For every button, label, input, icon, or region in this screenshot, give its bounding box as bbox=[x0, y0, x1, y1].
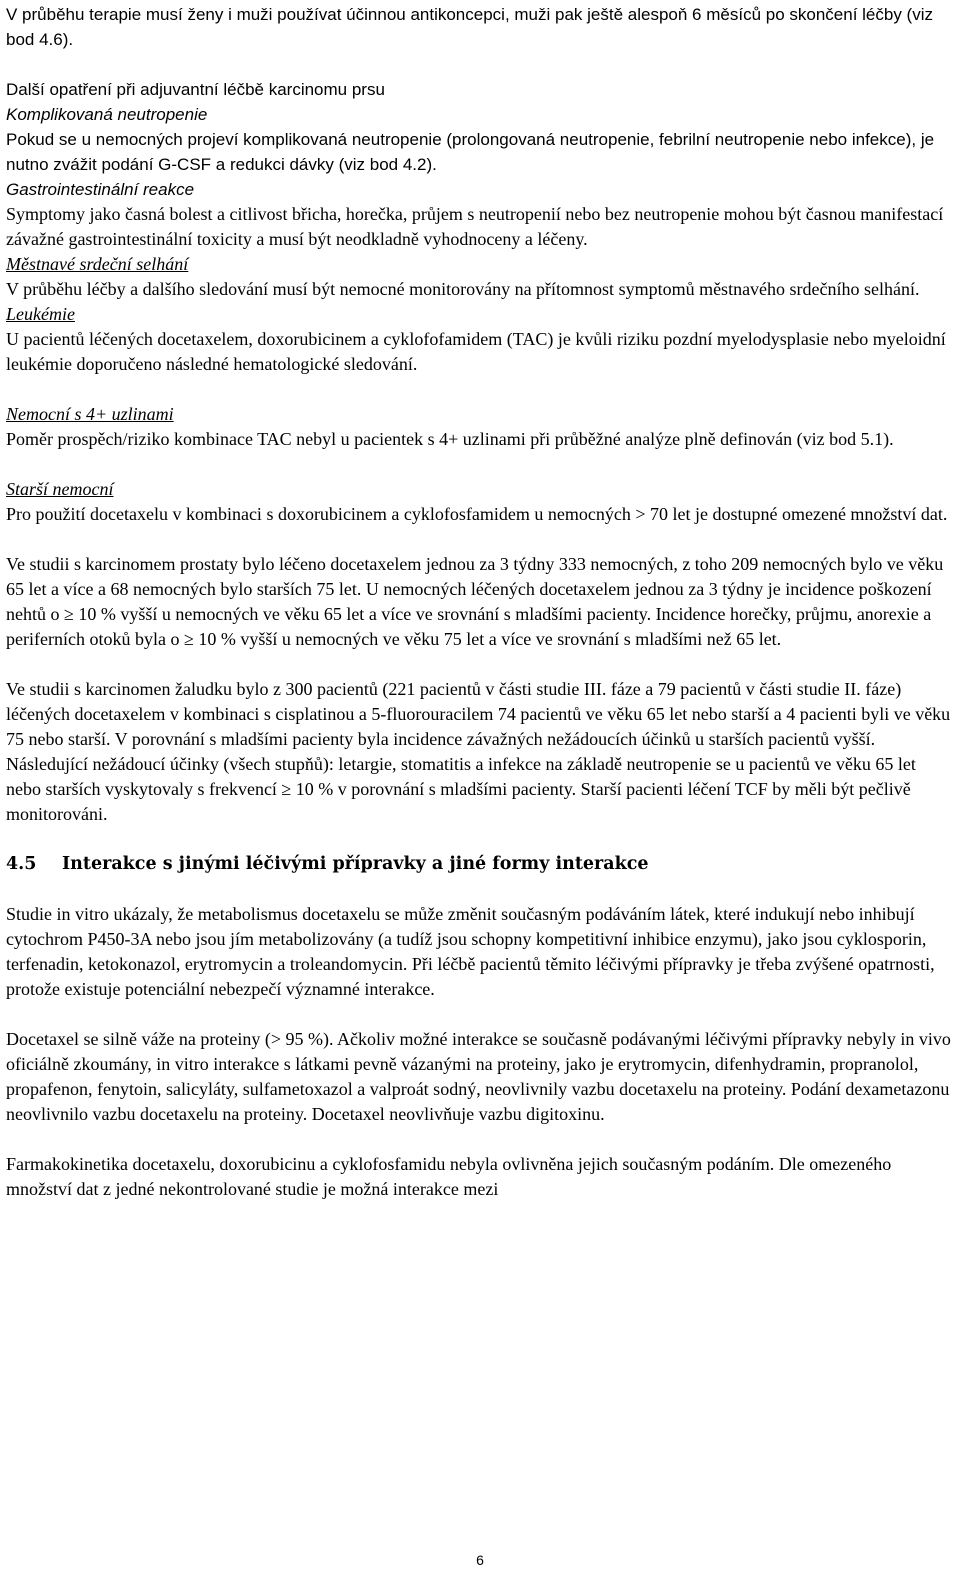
interaction-paragraph-2: Docetaxel se silně váže na proteiny (> 95 %). Ačkoliv možné interakce se současně podávanými léčivými přípravky nebyly in vivo oficiálně zkoumány, in vitro interakce s látkami pevně vázanými na proteiny, jako je erytromycin, difenhydramin, propranolol, propafenon, fenytoin, salicyláty, sulfametoxazol a valproát sodný, neovlivnily vazbu docetaxelu na proteiny. Podání dexametazonu neovlivnilo vazbu docetaxelu na proteiny. Docetaxel neovlivňuje vazbu digitoxinu. bbox=[6, 1029, 951, 1124]
spacer bbox=[6, 377, 954, 402]
gi-paragraph: Symptomy jako časná bolest a citlivost břicha, horečka, průjem s neutropenií nebo bez neutropenie mohou být časnou manifestací závažné gastrointestinální toxicity a musí být neodkladně vyhodnoceny a léčeny. bbox=[6, 204, 944, 249]
elderly-paragraph: Pro použití docetaxelu v kombinaci s doxorubicinem a cyklofosfamidem u nemocných > 70 let je dostupné omezené množství dat. bbox=[6, 504, 948, 524]
chf-paragraph: V průběhu léčby a dalšího sledování musí být nemocné monitorovány na přítomnost symptomů městnavého srdečního selhání. bbox=[6, 279, 920, 299]
neutropenia-title: Komplikovaná neutropenie bbox=[6, 105, 208, 124]
section-heading bbox=[6, 852, 954, 877]
nodes-paragraph: Poměr prospěch/riziko kombinace TAC nebyl u pacientek s 4+ uzlinami při průběžné analýze plně definován (viz bod 5.1). bbox=[6, 429, 894, 449]
spacer bbox=[6, 1127, 954, 1152]
chf-title: Městnavé srdeční selhání bbox=[6, 254, 189, 274]
elderly-title: Starší nemocní bbox=[6, 479, 114, 499]
interaction-paragraph-3: Farmakokinetika docetaxelu, doxorubicinu a cyklofosfamidu nebyla ovlivněna jejich současným podáním. Dle omezeného množství dat z jedné nekontrolované studie je možná interakce mezi bbox=[6, 1154, 892, 1199]
spacer bbox=[6, 452, 954, 477]
spacer bbox=[6, 877, 954, 902]
section-number: 4.5 bbox=[6, 854, 37, 874]
spacer bbox=[6, 527, 954, 552]
leukemia-title: Leukémie bbox=[6, 304, 75, 324]
gastric-paragraph-2: Následující nežádoucí účinky (všech stupňů): letargie, stomatitis a infekce na základě neutropenie se u pacientů ve věku 65 let nebo starších vyskytovaly s frekvencí ≥ 10 % v porovnání s mladšími pacienty. Starší pacienti léčení TCF by měli být pečlivě monitorováni. bbox=[6, 754, 916, 824]
neutropenia-paragraph: Pokud se u nemocných projeví komplikovaná neutropenie (prolongovaná neutropenie, febrilní neutropenie nebo infekce), je nutno zvážit podání G-CSF a redukci dávky (viz bod 4.2). bbox=[6, 130, 935, 174]
leukemia-paragraph: U pacientů léčených docetaxelem, doxorubicinem a cyklofofamidem (TAC) je kvůli riziku pozdní myelodysplasie nebo myeloidní leukémie doporučeno následné hematologické sledování. bbox=[6, 329, 946, 374]
spacer bbox=[6, 652, 954, 677]
interaction-paragraph-1: Studie in vitro ukázaly, že metabolismus docetaxelu se může změnit současným podáváním látek, které indukují nebo inhibují cytochrom P450-3A nebo jsou jím metabolizovány (a tudíž jsou schopny kompetitivní inhibice enzymu), jako jsou cyklosporin, terfenadin, ketokonazol, erytromycin a troleandomycin. Při léčbě pacientů těmito léčivými přípravky je třeba zvýšené opatrnosti, protože existuje potenciální nebezpečí významné interakce. bbox=[6, 904, 935, 999]
spacer bbox=[6, 827, 954, 852]
spacer bbox=[6, 1002, 954, 1027]
adjuvant-heading: Další opatření při adjuvantní léčbě karcinomu prsu bbox=[6, 80, 385, 99]
prostate-paragraph: Ve studii s karcinomem prostaty bylo léčeno docetaxelem jednou za 3 týdny 333 nemocných, z toho 209 nemocných bylo ve věku 65 let a více a 68 nemocných bylo starších 75 let. U nemocných léčených docetaxelem jednou za 3 týdny je incidence poškození nehtů o ≥ 10 % vyšší u nemocných ve věku 65 let a více ve srovnání s mladšími pacienty. Incidence horečky, průjmu, anorexie a periferních otoků byla o ≥ 10 % vyšší u nemocných ve věku 75 let a více ve srovnání s mladšími než 65 let. bbox=[6, 554, 944, 649]
spacer bbox=[6, 52, 954, 77]
document-page bbox=[6, 2, 954, 1202]
nodes-title: Nemocní s 4+ uzlinami bbox=[6, 404, 174, 424]
contraception-paragraph: V průběhu terapie musí ženy i muži používat účinnou antikoncepci, muži pak ještě alespoň 6 měsíců po skončení léčby (viz bod 4.6). bbox=[6, 5, 933, 49]
gi-title: Gastrointestinální reakce bbox=[6, 180, 195, 199]
gastric-paragraph: Ve studii s karcinomen žaludku bylo z 300 pacientů (221 pacientů v části studie III. fáze a 79 pacientů v části studie II. fáze) léčených docetaxelem v kombinaci s cisplatinou a 5-fluorouracilem 74 pacientů ve věku 65 let nebo starší a 4 pacienti byli ve věku 75 nebo starší. V porovnání s mladšími pacienty byla incidence závažných nežádoucích účinků u starších pacientů vyšší. bbox=[6, 679, 951, 749]
section-title: Interakce s jinými léčivými přípravky a jiné formy interakce bbox=[62, 854, 649, 874]
page-number: 6 bbox=[476, 1552, 484, 1568]
